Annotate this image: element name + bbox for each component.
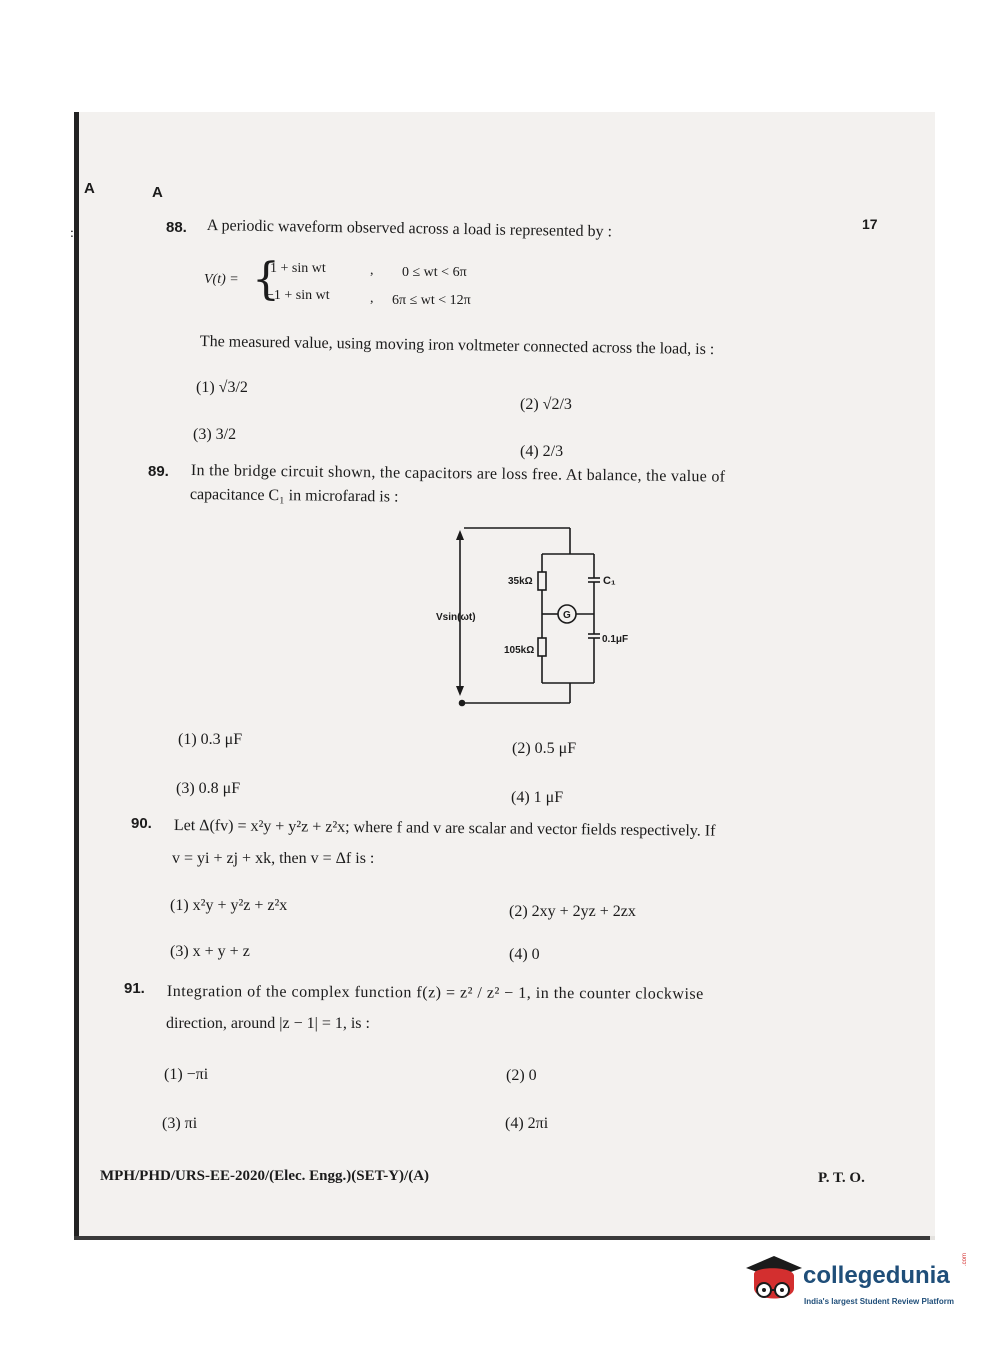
formula-case2-comma: , [370, 291, 374, 306]
resistor-35k [538, 572, 546, 590]
formula-lhs: V(t) = [204, 272, 239, 287]
c2-label: 0.1μF [602, 634, 629, 645]
q90-option-4: (4) 0 [509, 946, 540, 963]
question-90-number: 90. [131, 815, 152, 832]
q91-option-3: (3) πi [162, 1115, 198, 1132]
source-label: Vsin(ωt) [436, 612, 476, 623]
question-89-text-line2: capacitance C₁ in microfarad is : [189, 486, 399, 506]
question-88-text: A periodic waveform observed across a load is represented by : [206, 217, 613, 241]
formula-case2-cond: 6π ≤ wt < 12π [392, 293, 471, 308]
question-89-text-line1: In the bridge circuit shown, the capacitors are loss free. At balance, the value of [190, 462, 726, 486]
q89-option-4: (4) 1 μF [511, 789, 564, 806]
bottom-terminal [460, 701, 465, 706]
question-91-text-line2: direction, around |z − 1| = 1, is : [166, 1015, 370, 1032]
q91-option-1: (1) −πi [164, 1066, 209, 1083]
collegedunia-mascot-icon [740, 1252, 804, 1316]
logo-dotcom: .com [962, 1252, 968, 1266]
q88-option-4: (4) 2/3 [520, 443, 564, 460]
logo-name: collegedunia [803, 1262, 950, 1289]
question-91-text-line1: Integration of the complex function f(z) = z² / z² − 1, in the counter clockwise [166, 983, 704, 1003]
sheet-bottom-edge [74, 1236, 930, 1240]
q91-option-2: (2) 0 [506, 1067, 537, 1084]
q89-option-3: (3) 0.8 μF [176, 780, 241, 797]
bridge-circuit-diagram [430, 520, 630, 715]
formula-case2-expr: −1 + sin wt [266, 288, 330, 303]
logo-tagline: India's largest Student Review Platform [804, 1297, 954, 1306]
question-88-number: 88. [166, 219, 187, 236]
formula-case1-cond: 0 ≤ wt < 6π [402, 265, 467, 280]
formula-case1-comma: , [370, 263, 374, 278]
question-91-number: 91. [124, 980, 145, 997]
page-number: 17 [862, 216, 878, 232]
question-90-text-line2: v = yi + zj + xk, then v = Δf is : [172, 850, 375, 867]
question-88-subtext: The measured value, using moving iron voltmeter connected across the load, is : [199, 333, 715, 359]
footer-pto: P. T. O. [818, 1170, 865, 1186]
c1-label: C₁ [603, 575, 616, 587]
r1-label: 35kΩ [508, 576, 533, 587]
resistor-105k [538, 638, 546, 656]
footer-exam-code: MPH/PHD/URS-EE-2020/(Elec. Engg.)(SET-Y)/(A) [100, 1168, 430, 1184]
margin-letter-inner: A [152, 184, 163, 201]
q90-option-2: (2) 2xy + 2yz + 2zx [509, 903, 636, 920]
source-arrow-up [456, 530, 464, 540]
r2-label: 105kΩ [504, 645, 535, 656]
q89-option-2: (2) 0.5 μF [512, 740, 577, 757]
question-90-text-line1: Let Δ(fv) = x²y + y²z + z²x; where f and v are scalar and vector fields respectively. If [173, 817, 716, 840]
question-89-number: 89. [148, 463, 169, 480]
margin-colon: : [70, 226, 74, 241]
q89-option-1: (1) 0.3 μF [178, 731, 243, 748]
q88-option-2: (2) √2/3 [520, 396, 572, 413]
formula-case1-expr: 1 + sin wt [270, 261, 326, 276]
q88-option-1: (1) √3/2 [196, 379, 248, 396]
q90-option-1: (1) x²y + y²z + z²x [170, 897, 288, 914]
formula-brace: { [252, 254, 280, 305]
galvanometer-label: G [563, 610, 571, 621]
q88-option-3: (3) 3/2 [193, 426, 237, 443]
q90-option-3: (3) x + y + z [170, 943, 250, 960]
q91-option-4: (4) 2πi [505, 1115, 549, 1132]
source-arrow-down [456, 686, 464, 696]
margin-letter-outer: A [84, 180, 95, 197]
